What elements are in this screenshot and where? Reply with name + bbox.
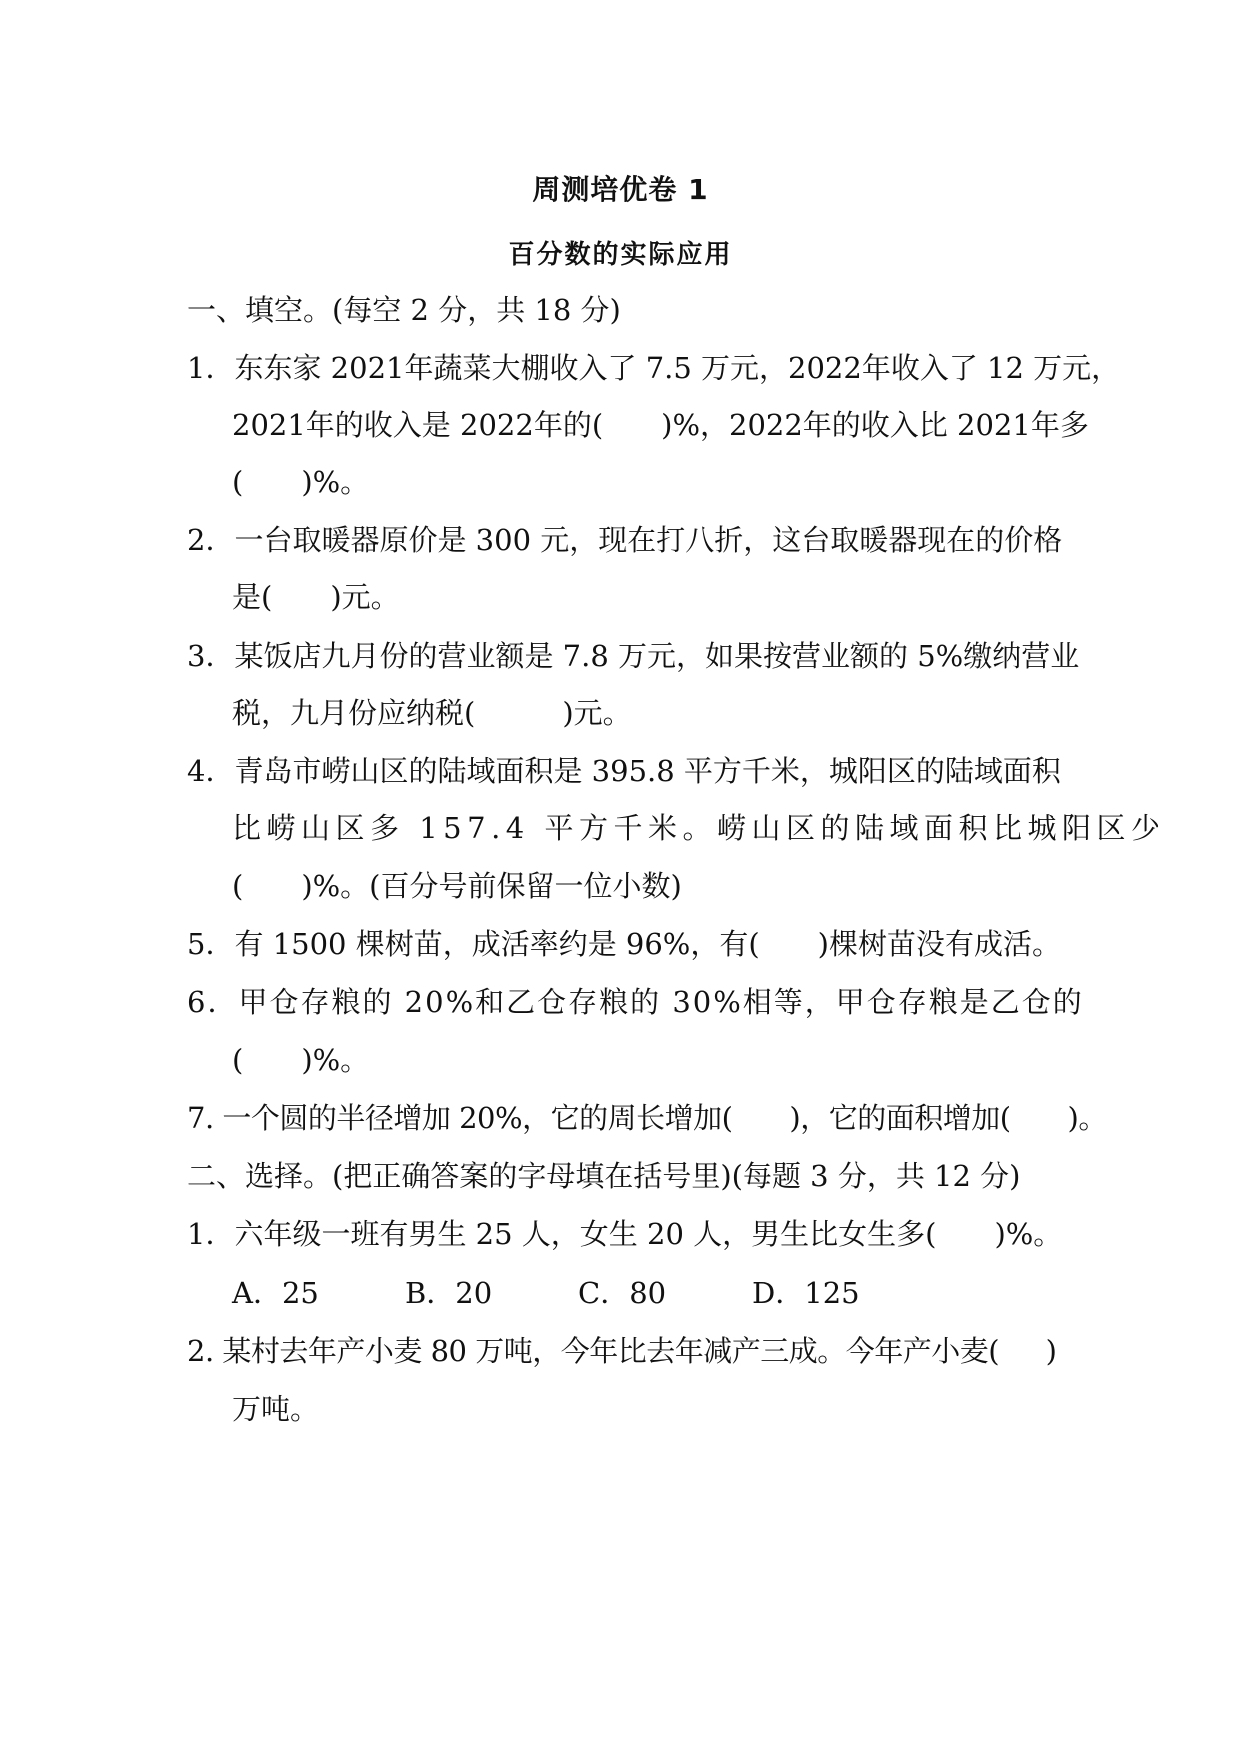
section-2-heading: 二、选择。(把正确答案的字母填在括号里)(每题 3 分，共 12 分) <box>187 1159 1021 1193</box>
option-a: A．25 <box>232 1276 319 1310</box>
question-1-4-line-2-text: 比崂山区多 157.4 平方千米。崂山区的陆域面积比城阳区少 <box>232 811 1166 845</box>
question-1-1-line-3: ( )%。 <box>232 465 370 499</box>
question-2-2-line-2: 万吨。 <box>232 1392 320 1426</box>
question-1-3-line-2: 税，九月份应纳税( )元。 <box>232 696 632 730</box>
question-1-2-line-1: 2．一台取暖器原价是 300 元，现在打八折，这台取暖器现在的价格 <box>187 523 1063 557</box>
question-1-6-line-2: ( )%。 <box>232 1043 370 1077</box>
question-1-1-line-2: 2021年的收入是 2022年的( )%，2022年的收入比 2021年多 <box>232 408 1089 442</box>
option-b: B．20 <box>405 1276 493 1310</box>
option-c: C．80 <box>578 1276 667 1310</box>
question-1-4-line-2 <box>232 808 1166 848</box>
question-2-1-line-1: 1．六年级一班有男生 25 人，女生 20 人，男生比女生多( )%。 <box>187 1217 1063 1251</box>
question-2-2-line-1-close-paren: ) <box>1045 1334 1057 1368</box>
question-1-2-line-2: 是( )元。 <box>232 580 400 614</box>
question-2-2-line-1-text: 2. 某村去年产小麦 80 万吨，今年比去年减产三成。今年产小麦( <box>187 1334 1000 1368</box>
question-1-4-line-3: ( )%。(百分号前保留一位小数) <box>232 869 682 903</box>
question-1-7-line-1: 7. 一个圆的半径增加 20%，它的周长增加( )，它的面积增加( )。 <box>187 1101 1107 1135</box>
question-1-6-line-1: 6．甲仓存粮的 20%和乙仓存粮的 30%相等，甲仓存粮是乙仓的 <box>187 985 1084 1019</box>
question-2-2-line-1 <box>187 1331 1057 1371</box>
section-1-heading: 一、填空。(每空 2 分，共 18 分) <box>187 293 621 327</box>
question-1-3-line-1: 3．某饭店九月份的营业额是 7.8 万元，如果按营业额的 5%缴纳营业 <box>187 639 1080 673</box>
question-1-5-line-1: 5．有 1500 棵树苗，成活率约是 96%，有( )棵树苗没有成活。 <box>187 927 1061 961</box>
question-1-4-line-1: 4．青岛市崂山区的陆域面积是 395.8 平方千米，城阳区的陆域面积 <box>187 754 1061 788</box>
question-1-1-line-1: 1．东东家 2021年蔬菜大棚收入了 7.5 万元，2022年收入了 12 万元， <box>187 351 1121 385</box>
page-title: 周测培优卷 1 <box>532 173 709 206</box>
option-d: D．125 <box>752 1276 860 1310</box>
page-subtitle: 百分数的实际应用 <box>508 240 733 270</box>
